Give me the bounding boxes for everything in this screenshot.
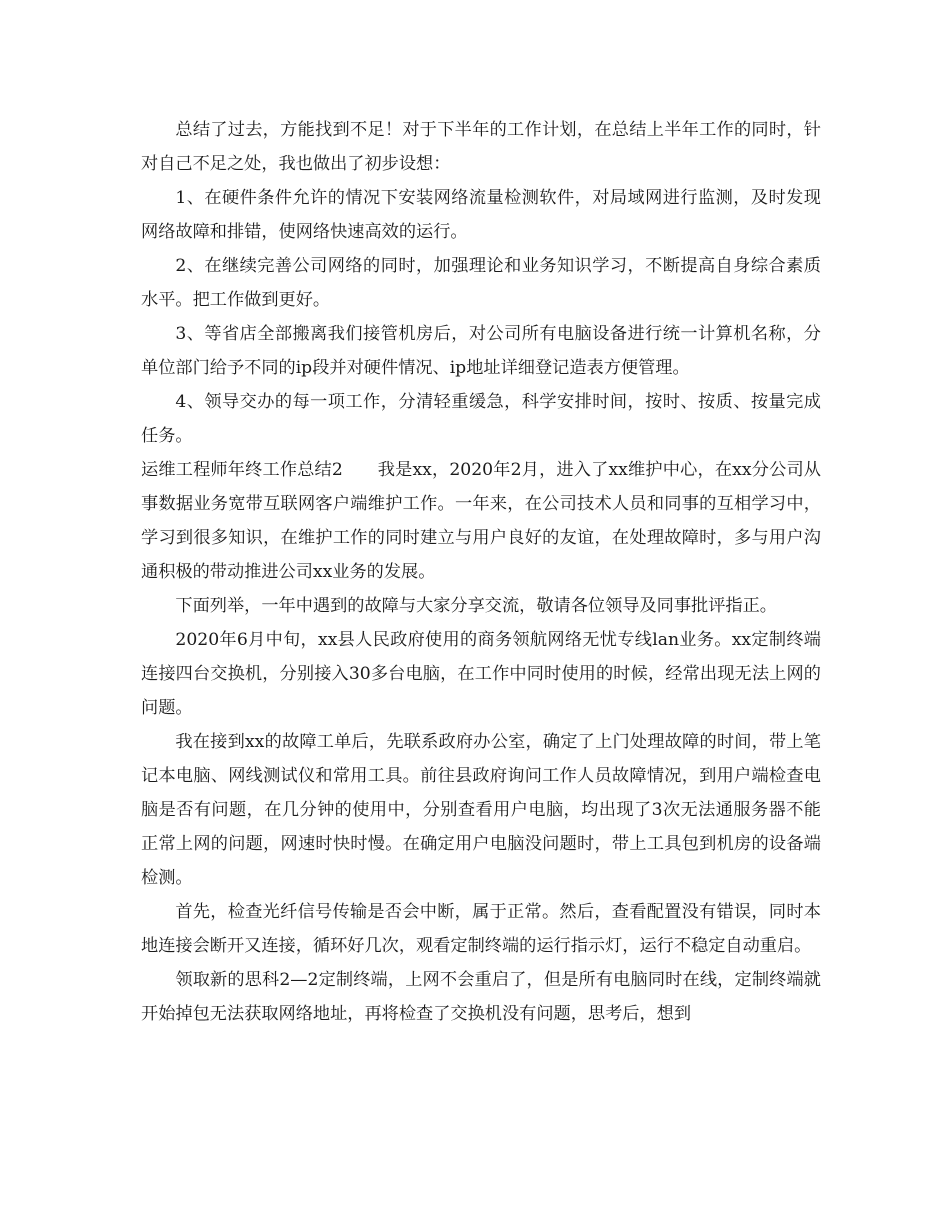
paragraph-plan-3: 3、等省店全部搬离我们接管机房后，对公司所有电脑设备进行统一计算机名称，分单位部门给予不同的ip段并对硬件情况、ip地址详细登记造表方便管理。 bbox=[141, 324, 821, 378]
paragraph-case-investigation: 我在接到xx的故障工单后，先联系政府办公室，确定了上门处理故障的时间，带上笔记本电脑、网线测试仪和常用工具。前往县政府询问工作人员故障情况，到用户端检查电脑是否有问题，在几分钟的使用中，分别查看用户电脑，均出现了3次无法通服务器不能正常上网的问题，网速时快时慢。在确定用户电脑没问题时，带上工具包到机房的设备端检测。 bbox=[141, 732, 821, 888]
paragraph-section-heading: 运维工程师年终工作总结2 我是xx，2020年2月，进入了xx维护中心，在xx分公司从事数据业务宽带互联网客户端维护工作。一年来，在公司技术人员和同事的互相学习中，学习到很多知识，在维护工作的同时建立与用户良好的友谊，在处理故障时，多与用户沟通积极的带动推进公司xx业务的发展。 bbox=[141, 460, 821, 582]
paragraph-case-replacement: 领取新的思科2—2定制终端，上网不会重启了，但是所有电脑同时在线，定制终端就开始掉包无法获取网络地址，再将检查了交换机没有问题，思考后，想到 bbox=[141, 970, 821, 1024]
paragraph-intro: 总结了过去，方能找到不足！对于下半年的工作计划，在总结上半年工作的同时，针对自己不足之处，我也做出了初步设想： bbox=[141, 120, 821, 174]
paragraph-case-check: 首先，检查光纤信号传输是否会中断，属于正常。然后，查看配置没有错误，同时本地连接会断开又连接，循环好几次，观看定制终端的运行指示灯，运行不稳定自动重启。 bbox=[141, 902, 821, 956]
paragraph-plan-2: 2、在继续完善公司网络的同时，加强理论和业务知识学习，不断提高自身综合素质水平。把工作做到更好。 bbox=[141, 256, 821, 310]
document-body bbox=[141, 113, 821, 1031]
paragraph-case-description: 2020年6月中旬，xx县人民政府使用的商务领航网络无忧专线lan业务。xx定制终端连接四台交换机，分别接入30多台电脑，在工作中同时使用的时候，经常出现无法上网的问题。 bbox=[141, 630, 821, 718]
paragraph-plan-1: 1、在硬件条件允许的情况下安装网络流量检测软件，对局域网进行监测，及时发现网络故障和排错，使网络快速高效的运行。 bbox=[141, 188, 821, 242]
paragraph-list-intro: 下面列举，一年中遇到的故障与大家分享交流，敬请各位领导及同事批评指正。 bbox=[175, 596, 777, 616]
paragraph-plan-4: 4、领导交办的每一项工作，分清轻重缓急，科学安排时间，按时、按质、按量完成任务。 bbox=[141, 392, 821, 446]
